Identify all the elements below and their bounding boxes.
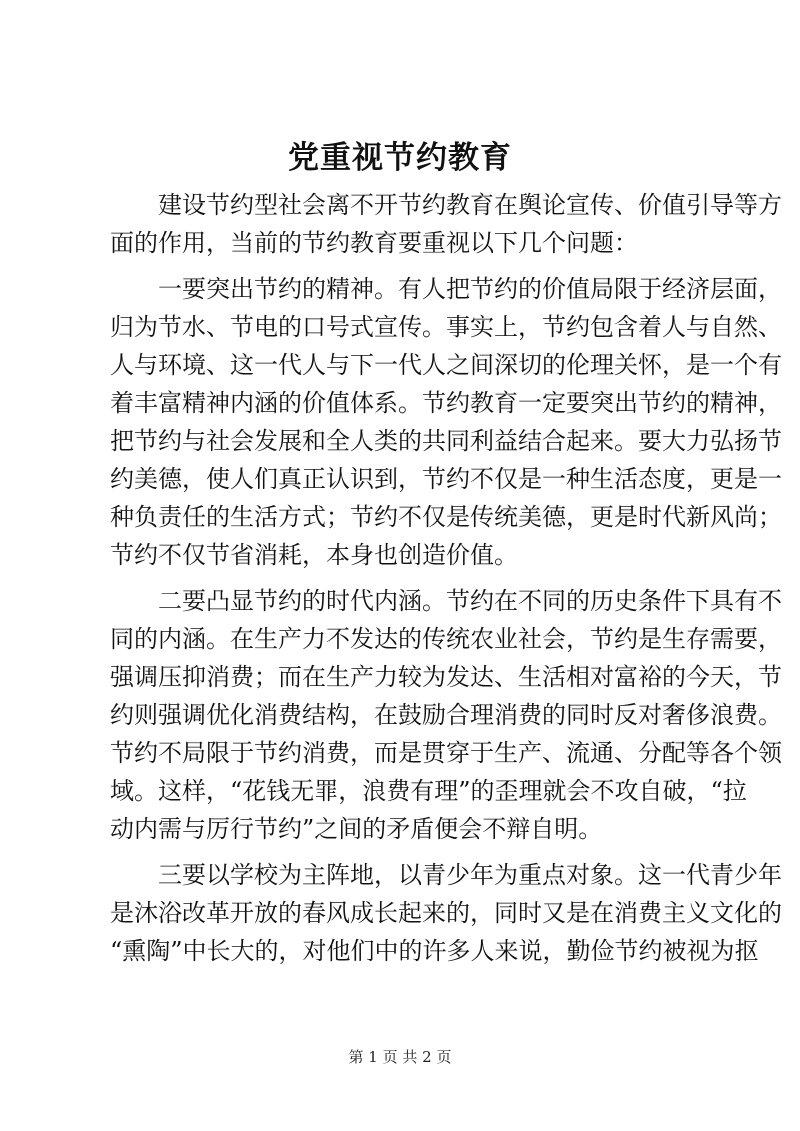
paragraph-line: 节约不局限于节约消费，而是贯穿于生产、流通、分配等各个领: [110, 739, 782, 767]
paragraph-line: 归为节水、节电的口号式宣传。事实上，节约包含着人与自然、: [110, 313, 782, 341]
paragraph-1: [110, 186, 782, 262]
paragraph-line: 种负责任的生活方式；节约不仅是传统美德，更是时代新风尚；: [110, 503, 782, 531]
paragraph-line: 一要突出节约的精神。有人把节约的价值局限于经济层面，: [158, 275, 782, 303]
paragraph-gap: [110, 848, 710, 856]
paragraph-line: “熏陶”中长大的，对他们中的许多人来说，勤俭节约被视为抠: [110, 937, 759, 965]
paragraph-3: [110, 582, 782, 848]
paragraph-line: 约则强调优化消费结构，在鼓励合理消费的同时反对奢侈浪费。: [110, 701, 782, 729]
paragraph-line: 面的作用，当前的节约教育要重视以下几个问题：: [110, 229, 638, 257]
paragraph-line: 动内需与厉行节约”之间的矛盾便会不辩自明。: [110, 815, 603, 843]
paragraph-line: 同的内涵。在生产力不发达的传统农业社会，节约是生存需要，: [110, 625, 782, 653]
page-number: 第 1 页 共 2 页: [348, 1048, 452, 1066]
paragraph-line: 节约不仅节省消耗，本身也创造价值。: [110, 541, 518, 569]
document-body: [110, 186, 782, 970]
paragraph-line: 强调压抑消费；而在生产力较为发达、生活相对富裕的今天，节: [110, 663, 782, 691]
paragraph-line: 建设节约型社会离不开节约教育在舆论宣传、价值引导等方: [158, 191, 782, 219]
document-title: 党重视节约教育: [288, 140, 512, 176]
paragraph-line: 是沐浴改革开放的春风成长起来的，同时又是在消费主义文化的: [110, 899, 782, 927]
paragraph-line: 约美德，使人们真正认识到，节约不仅是一种生活态度，更是一: [110, 465, 782, 493]
paragraph-4: [110, 856, 782, 970]
paragraph-line: 二要凸显节约的时代内涵。节约在不同的历史条件下具有不: [158, 587, 782, 615]
paragraph-gap: [110, 574, 710, 582]
paragraph-2: [110, 270, 782, 574]
paragraph-line: 把节约与社会发展和全人类的共同利益结合起来。要大力弘扬节: [110, 427, 782, 455]
paragraph-line: 三要以学校为主阵地，以青少年为重点对象。这一代青少年: [158, 861, 782, 889]
paragraph-gap: [110, 262, 710, 270]
paragraph-line: 人与环境、这一代人与下一代人之间深切的伦理关怀，是一个有: [110, 351, 782, 379]
paragraph-line: 域。这样，“花钱无罪，浪费有理”的歪理就会不攻自破，“拉: [110, 777, 747, 805]
paragraph-line: 着丰富精神内涵的价值体系。节约教育一定要突出节约的精神，: [110, 389, 782, 417]
